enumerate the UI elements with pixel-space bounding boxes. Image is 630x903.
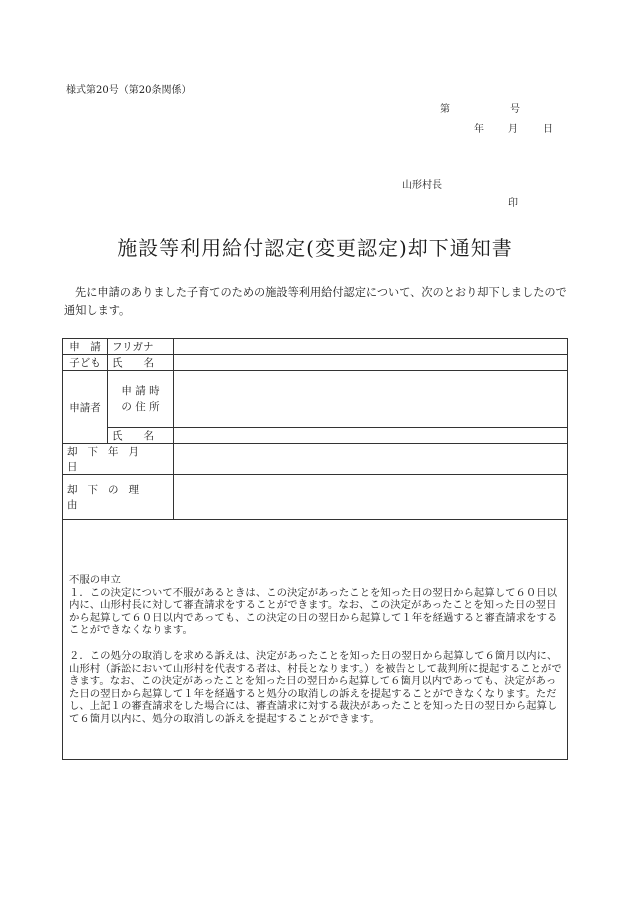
date-month: 月 — [508, 124, 518, 135]
child-name-label: 氏 名 — [108, 355, 174, 371]
applicant-name-value[interactable] — [174, 428, 568, 444]
address-label-line1: 申 請 時 — [121, 385, 160, 397]
objection-para-1: １．この決定について不服があるときは、この決定があったことを知った日の翌日から起算して６０日以内に、山形村長に対して審査請求をすることができます。なお、この決定があったことを知った日の翌日から起算して６０日以内であっても、この決定の日の翌日から起算して１年を経過すると審査請求をすることができなくなります。 — [69, 586, 558, 637]
objection-heading: 不服の申立 — [69, 574, 121, 586]
furigana-label: フリガナ — [108, 339, 174, 355]
intro-text: 先に申請のありました子育てのための施設等利用給付認定について、次のとおり却下しましたので通知します。 — [64, 286, 567, 317]
objection-text — [69, 574, 563, 726]
rejection-date-value[interactable] — [174, 444, 568, 475]
furigana-value[interactable] — [174, 339, 568, 355]
date-day: 日 — [543, 124, 553, 135]
date-year: 年 — [474, 124, 484, 135]
address-label-line2: の 住 所 — [121, 401, 160, 413]
seal-mark: 印 — [508, 198, 518, 209]
address-label — [108, 371, 174, 428]
number-prefix: 第 — [440, 104, 450, 115]
child-label-1: 申 請 — [63, 339, 108, 355]
form-number: 様式第20号（第20条関係） — [66, 85, 192, 96]
issuer: 山形村長 — [402, 180, 442, 191]
objection-section — [62, 493, 568, 760]
rejection-reason-label: 却下の理由 — [63, 475, 174, 520]
child-name-value[interactable] — [174, 355, 568, 371]
document-title: 施設等利用給付認定(変更認定)却下通知書 — [117, 236, 513, 260]
rejection-date-label: 却下年月日 — [63, 444, 174, 475]
address-value[interactable] — [174, 371, 568, 428]
applicant-label: 申請者 — [63, 371, 108, 444]
number-suffix: 号 — [510, 104, 520, 115]
objection-para-2: ２．この処分の取消しを求める訴えは、決定があったことを知った日の翌日から起算して６箇月以内に、山形村（訴訟において山形村を代表する者は、村長となります。）を被告として裁判所に提起することができます。なお、この決定があったことを知った日の翌日から起算して６箇月以内であっても、決定があった日の翌日から起算して１年を経過すると処分の取消しの訴えを提起することができなくなります。ただし、上記１の審査請求をした場合には、審査請求に対する裁決があったことを知った日の翌日から起算して６箇月以内に、処分の取消しの訴えを提起することができます。 — [69, 649, 562, 725]
child-label-2: 子ども — [63, 355, 108, 371]
applicant-name-label: 氏 名 — [108, 428, 174, 444]
